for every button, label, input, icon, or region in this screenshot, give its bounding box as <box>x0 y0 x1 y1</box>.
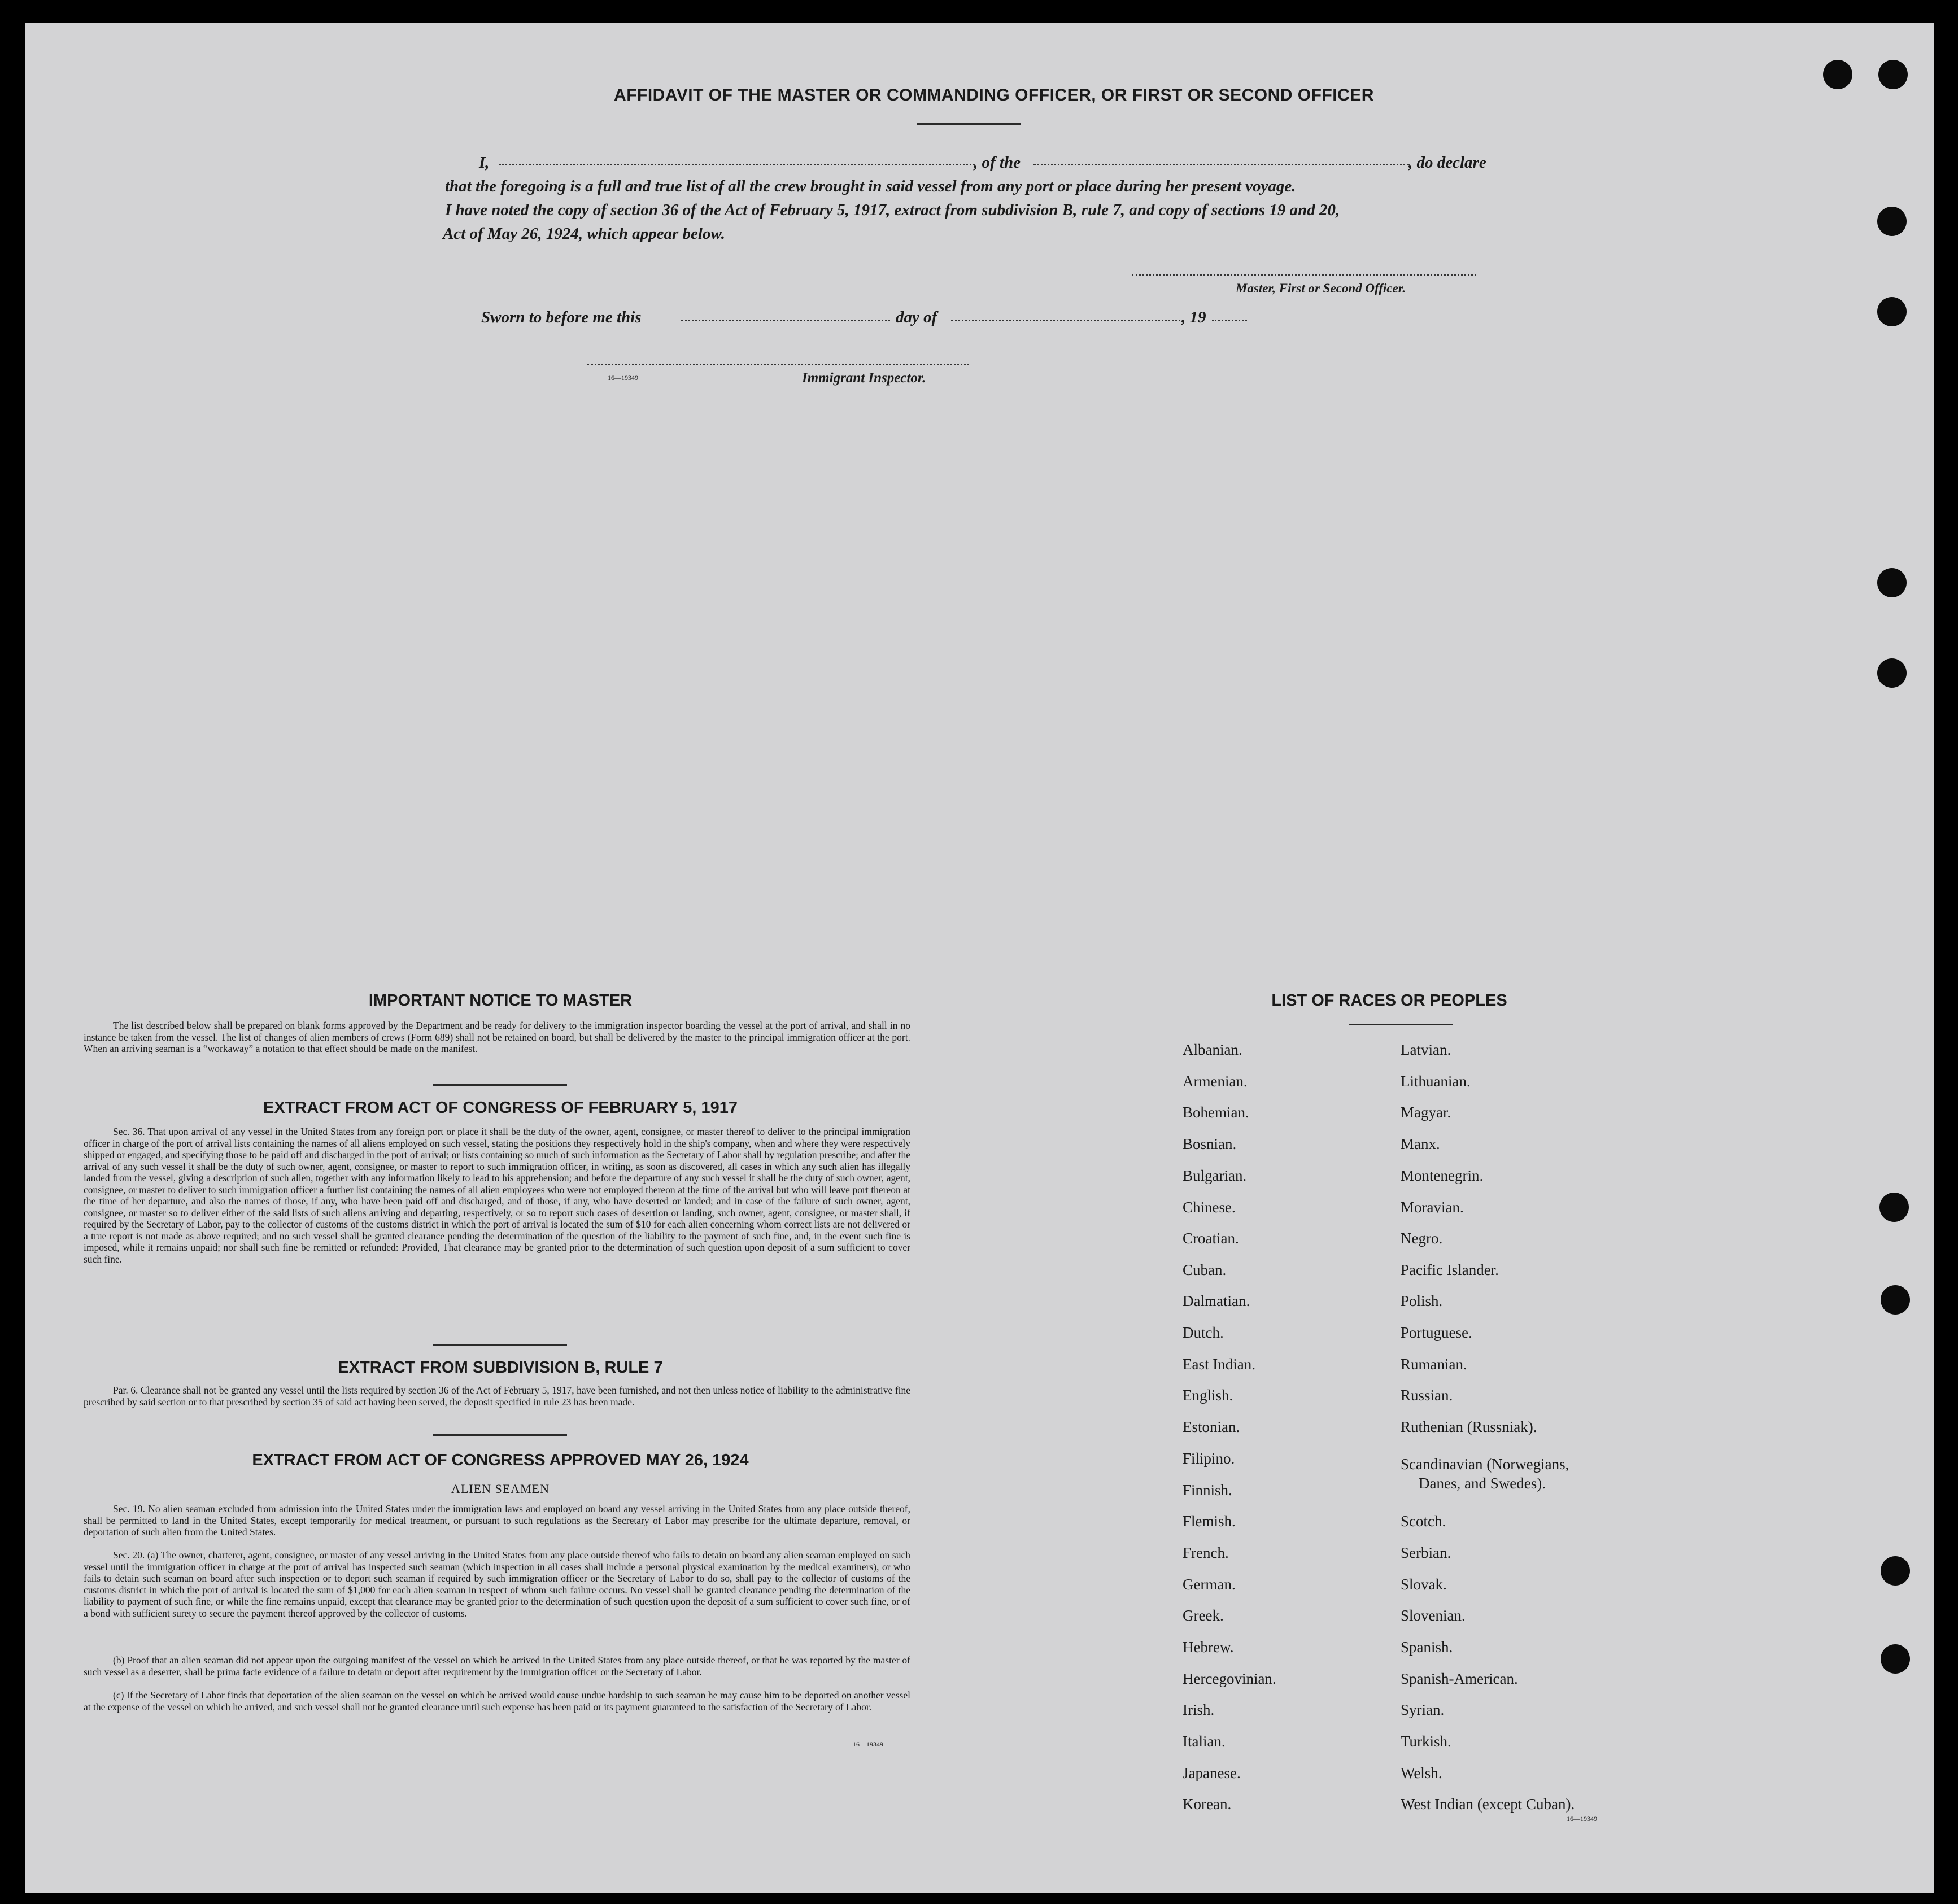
race-scotch: Scotch. <box>1401 1513 1446 1530</box>
extract-1924-title: EXTRACT FROM ACT OF CONGRESS APPROVED MAY 26, 1924 <box>252 1451 749 1469</box>
race-magyar: Magyar. <box>1401 1104 1451 1121</box>
race-armenian: Armenian. <box>1183 1073 1248 1090</box>
extract-form-number: 16—19349 <box>853 1740 883 1748</box>
day-of-label: day of <box>896 308 937 326</box>
race-welsh: Welsh. <box>1401 1765 1442 1781</box>
extract-rule7-title: EXTRACT FROM SUBDIVISION B, RULE 7 <box>338 1359 663 1377</box>
race-english: English. <box>1183 1387 1233 1404</box>
race-turkish: Turkish. <box>1401 1733 1451 1750</box>
master-signature-label: Master, First or Second Officer. <box>1236 281 1406 295</box>
sworn-month-field[interactable] <box>951 320 1184 321</box>
affidavit-of-label: , of the <box>974 154 1021 172</box>
affidavit-line-2: that the foregoing is a full and true list of all the crew brought in said vessel from any port or place during her present voyage. <box>445 177 1296 195</box>
master-signature-field[interactable] <box>1132 274 1476 276</box>
race-japanese: Japanese. <box>1183 1765 1241 1781</box>
punch-hole <box>1877 658 1907 688</box>
race-pacific-islander: Pacific Islander. <box>1401 1261 1499 1278</box>
race-irish: Irish. <box>1183 1701 1215 1718</box>
race-polish: Polish. <box>1401 1292 1443 1309</box>
race-hercegovinian: Hercegovinian. <box>1183 1670 1276 1687</box>
race-russian: Russian. <box>1401 1387 1453 1404</box>
race-manx: Manx. <box>1401 1136 1440 1152</box>
race-syrian: Syrian. <box>1401 1701 1445 1718</box>
race-bulgarian: Bulgarian. <box>1183 1167 1247 1184</box>
affidavit-line-3: I have noted the copy of section 36 of the Act of February 5, 1917, extract from subdivision B, rule 7, and copy of sections 19 and 20, <box>445 201 1340 219</box>
extract-1924-subtitle: ALIEN SEAMEN <box>451 1482 550 1496</box>
races-rule <box>1349 1024 1453 1025</box>
sworn-label: Sworn to before me this <box>481 308 642 326</box>
punch-hole <box>1877 297 1907 326</box>
race-dutch: Dutch. <box>1183 1324 1224 1341</box>
affidavit-title: AFFIDAVIT OF THE MASTER OR COMMANDING OFFICER, OR FIRST OR SECOND OFFICER <box>614 86 1374 104</box>
punch-hole <box>1877 568 1907 597</box>
name-field[interactable] <box>499 164 975 165</box>
race-slovak: Slovak. <box>1401 1576 1447 1593</box>
race-dalmatian: Dalmatian. <box>1183 1292 1250 1309</box>
section-rule <box>433 1344 567 1346</box>
sworn-day-field[interactable] <box>681 320 890 321</box>
punch-hole <box>1881 1556 1910 1586</box>
race-finnish: Finnish. <box>1183 1482 1232 1499</box>
race-cuban: Cuban. <box>1183 1261 1227 1278</box>
year-label: , 19 <box>1181 308 1206 326</box>
race-portuguese: Portuguese. <box>1401 1324 1472 1341</box>
race-serbian: Serbian. <box>1401 1544 1451 1561</box>
notice-title: IMPORTANT NOTICE TO MASTER <box>368 992 633 1010</box>
race-montenegrin: Montenegrin. <box>1401 1167 1484 1184</box>
race-west-indian: West Indian (except Cuban). <box>1401 1796 1575 1813</box>
extract-1917-text: Sec. 36. That upon arrival of any vessel in the United States from any foreign port or place it shall be the duty of the owner, agent, consignee, or master thereof to deliver to the principal immigration officer in charge of the port of arrival lists containing the names of all aliens employed on such vessel, stating the positions they respectively hold in the ship's company, when and where they were respectively shipped or engaged, and specifying those to be paid off and discharged in the port of arrival; or lists containing so much of such information as the Secretary of Labor shall by regulation prescribe; and after the arrival of any such vessel it shall be the duty of such owner, agent, consignee, or master to report to such immigration officer, in writing, as soon as discovered, all cases in which any such alien has illegally landed from the vessel, giving a description of such alien, together with any information likely to lead to his apprehension; and before the departure of any such vessel it shall be the duty of such owner, agent, consignee, or master to deliver to such immigration officer a further list containing the names of all alien employees who were not employed thereon at the time of the arrival but who will leave port thereon at the time of her departure, and also the names of those, if any, who have been paid off and discharged, and of those, if any, who have deserted or landed; and in case of the failure of such owner, agent, consignee, or master so to deliver either of the said lists of such aliens arriving and departing, respectively, or so to report such cases of desertion or landing, such owner, agent, consignee, or master shall, if required by the Secretary of Labor, pay to the collector of customs of the customs district in which the port of arrival is located the sum of $10 for each alien concerning whom correct lists are not delivered or a true report is not made as above required; and no such vessel shall be granted clearance pending the determination of the question of the liability to the payment of such fine, and, in the event such fine is imposed, while it remains unpaid; nor shall such fine be remitted or refunded: Provided, That clearance may be granted prior to the determination of such question upon deposit of a sum sufficient to cover such fine. <box>84 1126 910 1265</box>
affidavit-declare-label: , do declare <box>1408 154 1486 172</box>
race-hebrew: Hebrew. <box>1183 1639 1234 1656</box>
race-flemish: Flemish. <box>1183 1513 1236 1530</box>
race-rumanian: Rumanian. <box>1401 1356 1467 1373</box>
race-italian: Italian. <box>1183 1733 1226 1750</box>
race-slovenian: Slovenian. <box>1401 1607 1466 1624</box>
punch-hole <box>1823 60 1852 89</box>
race-filipino: Filipino. <box>1183 1450 1235 1467</box>
race-spanish: Spanish. <box>1401 1639 1453 1656</box>
inspector-signature-field[interactable] <box>587 364 969 365</box>
sworn-year-field[interactable] <box>1212 320 1247 321</box>
inspector-label: Immigrant Inspector. <box>802 370 926 386</box>
race-lithuanian: Lithuanian. <box>1401 1073 1471 1090</box>
punch-hole <box>1879 1193 1909 1222</box>
affidavit-i-label: I, <box>479 154 490 172</box>
extract-1924-sec19: Sec. 19. No alien seaman excluded from admission into the United States under the immigration laws and employed on board any vessel arriving in the United States from any place outside thereof, shall be permitted to land in the United States, except temporarily for medical treatment, or pursuant to such regulations as the Secretary of Labor may prescribe for the ultimate departure, removal, or deportation of such alien from the United States. <box>84 1503 910 1538</box>
notice-text: The list described below shall be prepared on blank forms approved by the Department and be ready for delivery to the immigration inspector boarding the vessel at the port of arrival, and shall in no instance be taken from the vessel. The list of changes of alien members of crews (Form 689) shall not be retained on board, but shall be delivered by the master to the principal immigration officer at the port. When an arriving seaman is a “workaway” a notation to that effect should be made on the manifest. <box>84 1020 910 1054</box>
race-bosnian: Bosnian. <box>1183 1136 1237 1152</box>
race-croatian: Croatian. <box>1183 1230 1239 1247</box>
affidavit-line-4: Act of May 26, 1924, which appear below. <box>443 225 725 243</box>
race-scandinavian: Scandinavian (Norwegians, <box>1401 1456 1569 1473</box>
punch-hole <box>1881 1285 1910 1315</box>
extract-1917-title: EXTRACT FROM ACT OF CONGRESS OF FEBRUARY 5, 1917 <box>263 1099 738 1117</box>
section-rule <box>433 1084 567 1086</box>
races-form-number: 16—19349 <box>1567 1815 1597 1823</box>
extract-rule7-text: Par. 6. Clearance shall not be granted any vessel until the lists required by section 36 of the Act of February 5, 1917, have been furnished, and not then unless notice of liability to the administrative fine prescribed by said section or to that prescribed by section 35 of said act having been served, the deposit specified in rule 23 has been made. <box>84 1385 910 1408</box>
race-french: French. <box>1183 1544 1229 1561</box>
race-ruthenian: Ruthenian (Russniak). <box>1401 1418 1537 1435</box>
race-negro: Negro. <box>1401 1230 1443 1247</box>
race-scandinavian-cont: Danes, and Swedes). <box>1419 1475 1546 1492</box>
affidavit-form-number: 16—19349 <box>608 374 638 382</box>
extract-1924-sec20c: (c) If the Secretary of Labor finds that deportation of the alien seaman on the vessel on which he arrived would cause undue hardship to such seaman he may cause him to be deported on another vessel at the expense of the vessel on which he arrived, and such vessel shall not be granted clearance until such expense has been paid or its payment guaranteed to the satisfaction of the Secretary of Labor. <box>84 1689 910 1713</box>
race-chinese: Chinese. <box>1183 1199 1236 1216</box>
race-moravian: Moravian. <box>1401 1199 1464 1216</box>
punch-hole <box>1877 207 1907 236</box>
extract-1924-sec20b: (b) Proof that an alien seaman did not appear upon the outgoing manifest of the vessel on which he arrived in the United States from any place outside thereof, or that he was reported by the master of such vessel as a deserter, shall be prima facie evidence of a failure to detain or deport after requirement by the immigration officer or the Secretary of Labor. <box>84 1654 910 1678</box>
races-title: LIST OF RACES OR PEOPLES <box>1271 992 1507 1010</box>
extract-1924-sec20a: Sec. 20. (a) The owner, charterer, agent, consignee, or master of any vessel arriving in the United States from any place outside thereof who fails to detain on board any alien seaman employed on such vessel until the immigration officer in charge at the port of arrival has inspected such seaman (which inspection in all cases shall include a personal physical examination by the medical examiners), or who fails to detain such seaman on board after such inspection or to deport such seaman if required by such immigration officer or the Secretary of Labor to do so, shall pay to the collector of customs of the customs district in which the port of arrival is located the sum of $1,000 for each alien seaman in respect of whom such failure occurs. No vessel shall be granted clearance pending the determination of the liability to payment of such fine, or while the fine remains unpaid, except that clearance may be granted prior to the determination of such question upon the deposit of a sum sufficient to cover such fine, or of a bond with sufficient surety to secure the payment thereof approved by the collector of customs. <box>84 1549 910 1619</box>
race-german: German. <box>1183 1576 1236 1593</box>
race-albanian: Albanian. <box>1183 1041 1242 1058</box>
race-spanish-american: Spanish-American. <box>1401 1670 1518 1687</box>
race-east-indian: East Indian. <box>1183 1356 1255 1373</box>
race-estonian: Estonian. <box>1183 1418 1240 1435</box>
race-korean: Korean. <box>1183 1796 1232 1813</box>
section-rule <box>433 1434 567 1436</box>
race-bohemian: Bohemian. <box>1183 1104 1249 1121</box>
race-latvian: Latvian. <box>1401 1041 1451 1058</box>
punch-hole <box>1881 1644 1910 1674</box>
title-rule <box>917 123 1021 125</box>
race-greek: Greek. <box>1183 1607 1224 1624</box>
punch-hole <box>1878 60 1908 89</box>
vessel-field[interactable] <box>1033 164 1410 165</box>
